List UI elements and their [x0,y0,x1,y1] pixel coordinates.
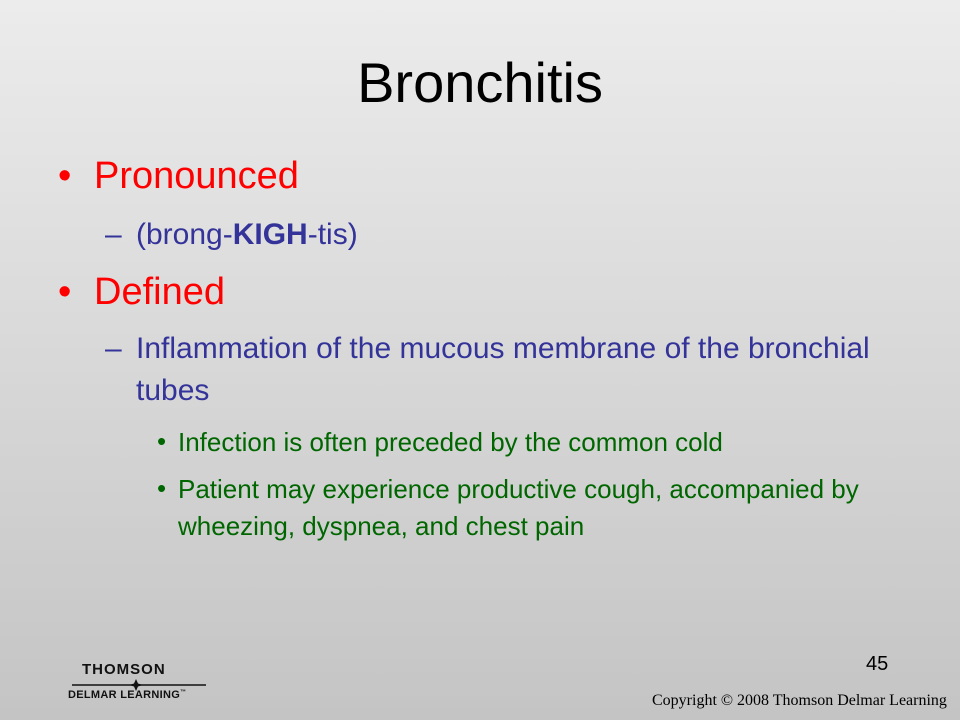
bullet-icon: • [58,271,72,313]
pronunciation-text [136,214,896,256]
point-text: Infection is often preceded by the common cold [178,427,723,457]
logo-bottom-label: DELMAR LEARNING [68,689,181,701]
point-text: Patient may experience productive cough, accompanied by wheezing, dyspnea, and chest pain [178,474,859,541]
pronunciation-stress: KIGH [232,218,308,251]
bullet-icon: • [157,426,167,456]
bullet-icon: • [58,155,72,197]
bullet-heading: Defined [94,271,225,313]
logo-top-text: THOMSON [82,661,166,678]
page-number: 45 [866,653,889,675]
slide-title: Bronchitis [357,51,603,114]
dash-icon: – [105,332,122,365]
bullet-heading: Pronounced [94,155,299,197]
pronunciation-prefix: (brong- [136,218,233,251]
logo-bottom-text [68,689,186,701]
copyright-notice: Copyright © 2008 Thomson Delmar Learning [652,692,947,709]
pronunciation-suffix: -tis) [307,218,358,251]
trademark-mark: ™ [180,689,187,696]
dash-icon: – [105,218,122,251]
publisher-logo [68,661,210,709]
bullet-icon: • [157,473,167,503]
definition-text: Inflammation of the mucous membrane of the bronchial tubes [136,332,870,407]
